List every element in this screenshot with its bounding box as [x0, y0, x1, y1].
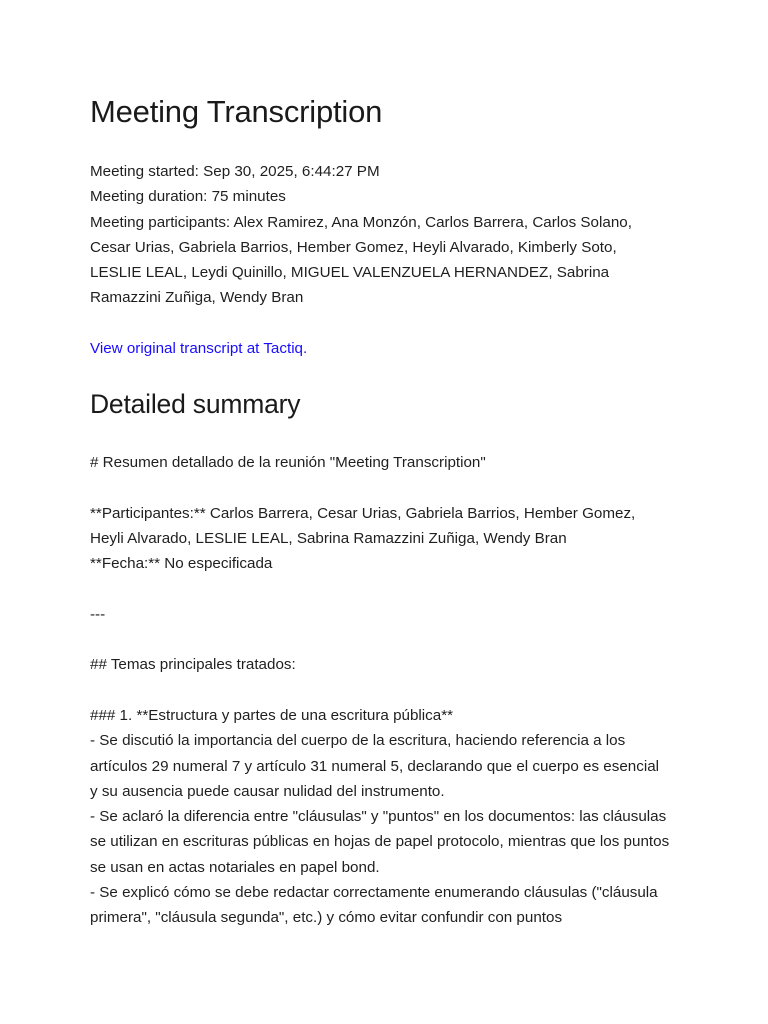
summary-body: [90, 450, 670, 931]
meeting-started: Meeting started: Sep 30, 2025, 6:44:27 PM: [90, 163, 380, 180]
topic-heading: ### 1. **Estructura y partes de una escritura pública**: [90, 706, 454, 724]
page-title: Meeting Transcription: [90, 94, 383, 129]
blank-line: [90, 576, 670, 601]
transcript-link[interactable]: View original transcript at Tactiq.: [90, 340, 308, 357]
list-item: - Se discutió la importancia del cuerpo de la escritura, haciendo referencia a los artículos 29 numeral 7 y artículo 31 numeral 5, declarando que el cuerpo es esencial y su ausencia puede causar nulidad del instrumento.: [90, 732, 660, 800]
summary-heading: Detailed summary: [90, 389, 301, 419]
list-item: - Se aclaró la diferencia entre "cláusulas" y "puntos" en los documentos: las cláusulas se utilizan en escrituras públicas en hojas de papel protocolo, mientras que los puntos se usan en actas notariales en papel bond.: [90, 808, 670, 876]
separator-line: ---: [90, 605, 106, 623]
summary-title-line: # Resumen detallado de la reunión "Meeting Transcription": [90, 454, 486, 471]
summary-date: **Fecha:** No especificada: [90, 555, 273, 573]
summary-participants: **Participantes:** Carlos Barrera, Cesar Urias, Gabriela Barrios, Hember Gomez, Heyli Alvarado, LESLIE LEAL, Sabrina Ramazzini Zuñiga, Wendy Bran: [90, 504, 636, 547]
blank-line: [90, 475, 670, 500]
topics-heading: ## Temas principales tratados:: [90, 656, 296, 674]
blank-line: [90, 678, 670, 703]
blank-line: [90, 627, 670, 652]
meeting-participants: Meeting participants: Alex Ramirez, Ana Monzón, Carlos Barrera, Carlos Solano, Cesar Urias, Gabriela Barrios, Hember Gomez, Heyli Alvarado, Kimberly Soto, LESLIE LEAL, Leydi Quinillo, MIGUEL VALENZUELA HERNANDEZ, Sabrina Ramazzini Zuñiga, Wendy Bran: [90, 213, 632, 307]
meeting-duration: Meeting duration: 75 minutes: [90, 188, 286, 206]
list-item: - Se explicó cómo se debe redactar correctamente enumerando cláusulas ("cláusula primera", "cláusula segunda", etc.) y cómo evitar confundir con puntos: [90, 884, 658, 927]
meeting-metadata: [90, 159, 670, 311]
